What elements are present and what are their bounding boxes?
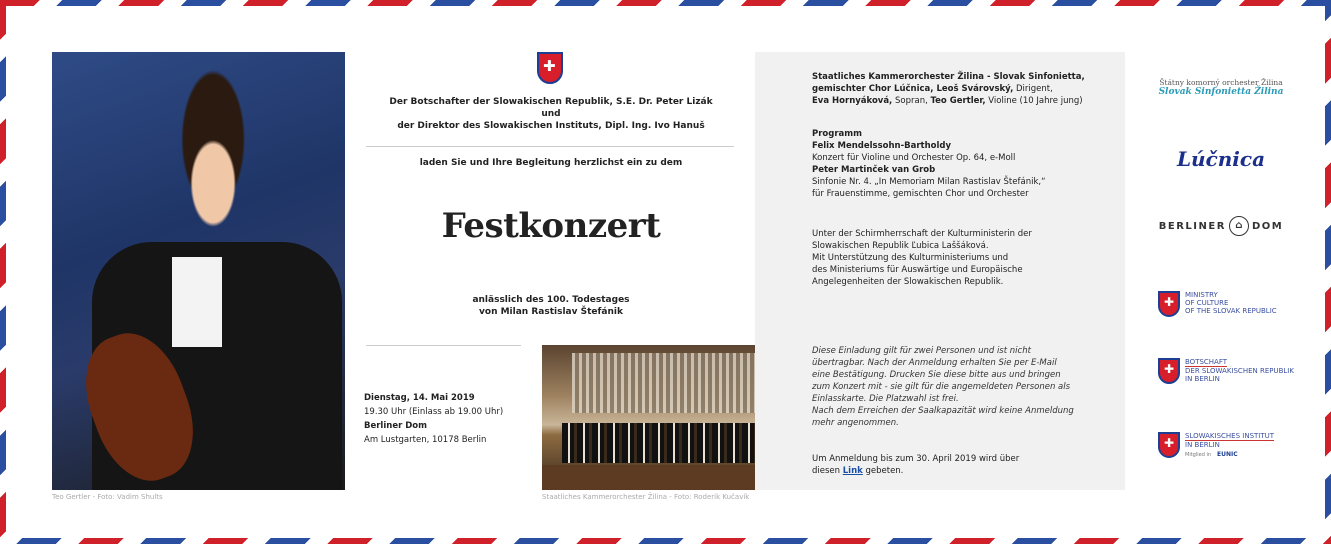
performers-violinist-name: Teo Gertler,: [930, 96, 986, 106]
hosts-line-1: Der Botschafter der Slowakischen Republik, S.E. Dr. Peter Lizák: [389, 97, 713, 107]
photo-shirt-shape: [172, 257, 222, 347]
institute-member-label: Mitglied in: [1185, 452, 1212, 458]
registration-link[interactable]: Link: [842, 466, 863, 476]
invitation-card: [6, 6, 1325, 538]
program-work-2b: für Frauenstimme, gemischten Chor und Orchester: [812, 189, 1029, 199]
registration-line-1: Um Anmeldung bis zum 30. April 2019 wird über: [812, 454, 1020, 464]
embassy-crest-icon: [1158, 358, 1180, 384]
notice-line-4: zum Konzert mit - sie gilt für die angemeldeten Personen als: [812, 382, 1071, 392]
event-title: Festkonzert: [441, 206, 661, 246]
logo-slovak-institute: [1158, 432, 1274, 459]
sinfonietta-top-text: Štátny komorný orchester Žilina: [1159, 78, 1283, 87]
performers-line-1: Staatliches Kammerorchester Žilina - Slovak Sinfonietta,: [812, 72, 1085, 82]
photo-violinist-caption: Teo Gertler - Foto: Vadim Shults: [52, 493, 163, 501]
embassy-text: [1185, 358, 1294, 384]
notice-line-1: Diese Einladung gilt für zwei Personen und ist nicht: [812, 346, 1031, 356]
patronage-line-1: Unter der Schirmherrschaft der Kulturministerin der: [812, 229, 1032, 239]
notice-line-5: Einlasskarte. Die Platzwahl ist frei.: [812, 394, 959, 404]
patronage-line-5: Angelegenheiten der Slowakischen Republik.: [812, 277, 1004, 287]
ministry-text-3: OF THE SLOVAK REPUBLIC: [1185, 307, 1277, 315]
invite-line: laden Sie und Ihre Begleitung herzlichst ein zu dem: [419, 158, 683, 168]
hosts-line-2: und: [541, 109, 561, 119]
patronage-block: [812, 228, 1117, 288]
patronage-line-2: Slowakischen Republik Ľubica Laššáková.: [812, 241, 989, 251]
berliner-dom-right: DOM: [1251, 220, 1284, 232]
divider-top: [366, 146, 734, 147]
sinfonietta-bottom-text: Slovak Sinfonietta Žilina: [1158, 87, 1284, 97]
logo-slovak-sinfonietta: [1156, 78, 1286, 97]
occasion-line-2: von Milan Rastislav Štefánik: [479, 307, 623, 317]
slovak-coat-of-arms-icon: [537, 52, 563, 84]
institute-member-row: [1185, 451, 1274, 459]
performers-violinist-role: Violine (10 Jahre jung): [985, 96, 1083, 106]
notice-block: [812, 345, 1117, 429]
program-block: [812, 128, 1117, 200]
program-work-1: Konzert für Violine und Orchester Op. 64, e-Moll: [812, 153, 1016, 163]
divider-bottom: [366, 345, 521, 346]
performers-soprano-name: Eva Hornyáková,: [812, 96, 893, 106]
photo-orchestra-caption: Staatliches Kammerorchester Žilina - Foto: Roderik Kučavík: [542, 493, 750, 501]
eunic-logo: EUNIC: [1217, 451, 1238, 458]
occasion-line-1: anlässlich des 100. Todestages: [472, 295, 630, 305]
institute-text-2: IN BERLIN: [1185, 441, 1220, 449]
performers-choir: gemischter Chor Lúčnica, Leoš Svárovský,: [812, 84, 1014, 94]
performers-block: [812, 71, 1117, 107]
ministry-text-1: MINISTRY: [1185, 291, 1218, 299]
event-time: 19.30 Uhr (Einlass ab 19.00 Uhr): [364, 407, 504, 417]
notice-line-2: übertragbar. Nach der Anmeldung erhalten Sie per E-Mail: [812, 358, 1057, 368]
registration-post: gebeten.: [862, 466, 904, 476]
performers-line-3: [812, 95, 1117, 107]
registration-pre: diesen: [812, 466, 843, 476]
photo-orchestra-members: [562, 423, 772, 463]
embassy-text-1: BOTSCHAFT: [1185, 358, 1228, 366]
patronage-line-3: Mit Unterstützung des Kulturministeriums und: [812, 253, 1009, 263]
logo-lucnica: Lúčnica: [1176, 147, 1266, 171]
berliner-dom-left: BERLINER: [1158, 220, 1226, 232]
performers-conductor-role: Dirigent,: [1013, 84, 1053, 94]
photo-violinist: [52, 52, 345, 490]
notice-line-7: mehr angenommen.: [812, 418, 899, 428]
notice-line-3: eine Bestätigung. Drucken Sie diese bitte aus und bringen: [812, 370, 1061, 380]
logo-embassy: [1158, 358, 1294, 384]
logo-berliner-dom: [1156, 216, 1286, 236]
institute-text: [1185, 432, 1274, 459]
hosts-line-3: der Direktor des Slowakischen Instituts, Dipl. Ing. Ivo Hanuš: [397, 121, 705, 131]
embassy-text-2: DER SLOWAKISCHEN REPUBLIK: [1185, 367, 1294, 375]
event-address: Am Lustgarten, 10178 Berlin: [364, 435, 487, 445]
patronage-line-4: des Ministeriums für Auswärtige und Europäische: [812, 265, 1023, 275]
photo-organ-pipes: [572, 353, 762, 413]
ministry-text: [1185, 291, 1277, 317]
cathedral-icon: ⌂: [1229, 216, 1249, 236]
program-work-2a: Sinfonie Nr. 4. „In Memoriam Milan Rastislav Štefánik,“: [812, 177, 1046, 187]
institute-crest-icon: [1158, 432, 1180, 458]
performers-soprano-role: Sopran,: [892, 96, 931, 106]
institute-text-1: SLOWAKISCHES INSTITUT: [1185, 432, 1275, 440]
performers-line-2: [812, 83, 1117, 95]
program-composer-1: Felix Mendelssohn-Bartholdy: [812, 141, 952, 151]
notice-line-6: Nach dem Erreichen der Saalkapazität wird keine Anmeldung: [812, 406, 1074, 416]
registration-line-2: [812, 465, 1117, 477]
ministry-crest-icon: [1158, 291, 1180, 317]
event-venue: Berliner Dom: [364, 421, 427, 431]
registration-block: [812, 453, 1117, 477]
ministry-text-2: OF CULTURE: [1185, 299, 1229, 307]
program-heading: Programm: [812, 129, 862, 139]
event-date: Dienstag, 14. Mai 2019: [364, 393, 475, 403]
program-composer-2: Peter Martinček van Grob: [812, 165, 936, 175]
embassy-text-3: IN BERLIN: [1185, 375, 1220, 383]
logo-ministry-of-culture: [1158, 291, 1277, 317]
